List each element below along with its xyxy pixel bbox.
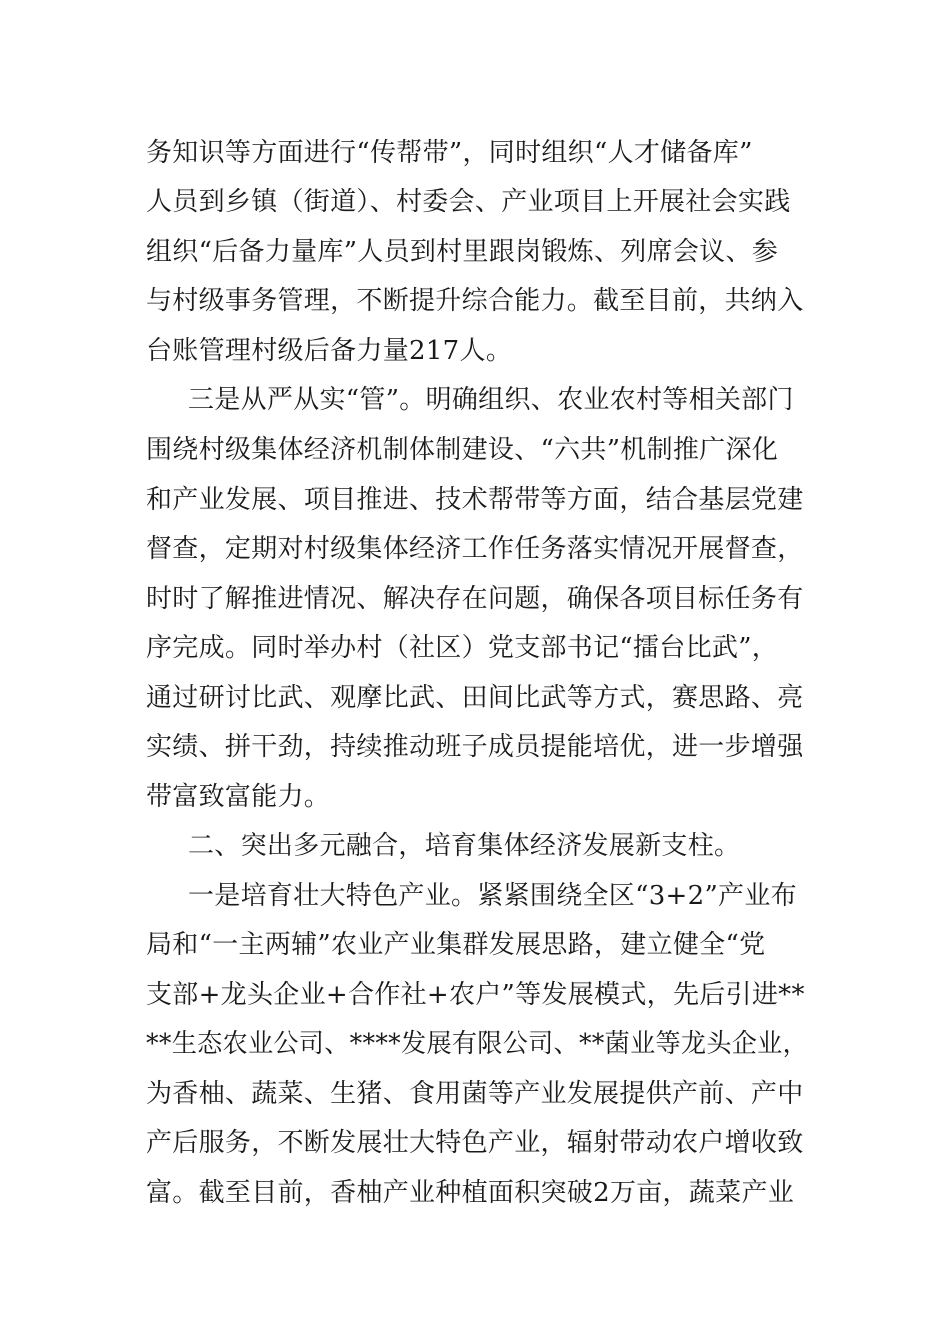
text-line: 通过研讨比武、观摩比武、田间比武等方式，赛思路、亮	[146, 683, 804, 713]
text-line: 富。截至目前，香柚产业种植面积突破2万亩，蔬菜产业	[146, 1178, 795, 1208]
text-line: 人员到乡镇（街道）、村委会、产业项目上开展社会实践	[146, 187, 791, 217]
text-line: 为香柚、蔬菜、生猪、食用菌等产业发展提供产前、产中	[146, 1079, 804, 1109]
text-line: **生态农业公司、****发展有限公司、**菌业等龙头企业，	[146, 1029, 808, 1059]
text-line: 与村级事务管理，不断提升综合能力。截至目前，共纳入	[146, 286, 804, 316]
text-line: 实绩、拼干劲，持续推动班子成员提能培优，进一步增强	[146, 732, 804, 762]
text-line: 围绕村级集体经济机制体制建设、“六共”机制推广深化	[146, 435, 779, 465]
text-line: 督查，定期对村级集体经济工作任务落实情况开展督查，	[146, 534, 804, 564]
text-line: 序完成。同时举办村（社区）党支部书记“擂台比武”，	[146, 633, 779, 663]
section-heading: 二、突出多元融合，培育集体经济发展新支柱。	[188, 831, 741, 861]
text-line: 支部+龙头企业+合作社+农户”等发展模式，先后引进**	[146, 980, 805, 1010]
text-line: 和产业发展、项目推进、技术帮带等方面，结合基层党建	[146, 485, 804, 515]
text-line: 务知识等方面进行“传帮带”，同时组织“人才储备库”	[146, 138, 753, 168]
text-line: 时时了解推进情况、解决存在问题，确保各项目标任务有	[146, 584, 804, 614]
paragraph-first-line: 一是培育壮大特色产业。紧紧围绕全区“3+2”产业布	[188, 881, 797, 911]
text-line: 产后服务，不断发展壮大特色产业，辐射带动农户增收致	[146, 1128, 804, 1158]
text-line: 局和“一主两辅”农业产业集群发展思路，建立健全“党	[146, 930, 766, 960]
text-line: 带富致富能力。	[146, 782, 331, 812]
paragraph-first-line: 三是从严从实“管”。明确组织、农业农村等相关部门	[188, 385, 794, 415]
text-line: 组织“后备力量库”人员到村里跟岗锻炼、列席会议、参	[146, 237, 779, 267]
text-line: 台账管理村级后备力量217人。	[146, 336, 513, 366]
